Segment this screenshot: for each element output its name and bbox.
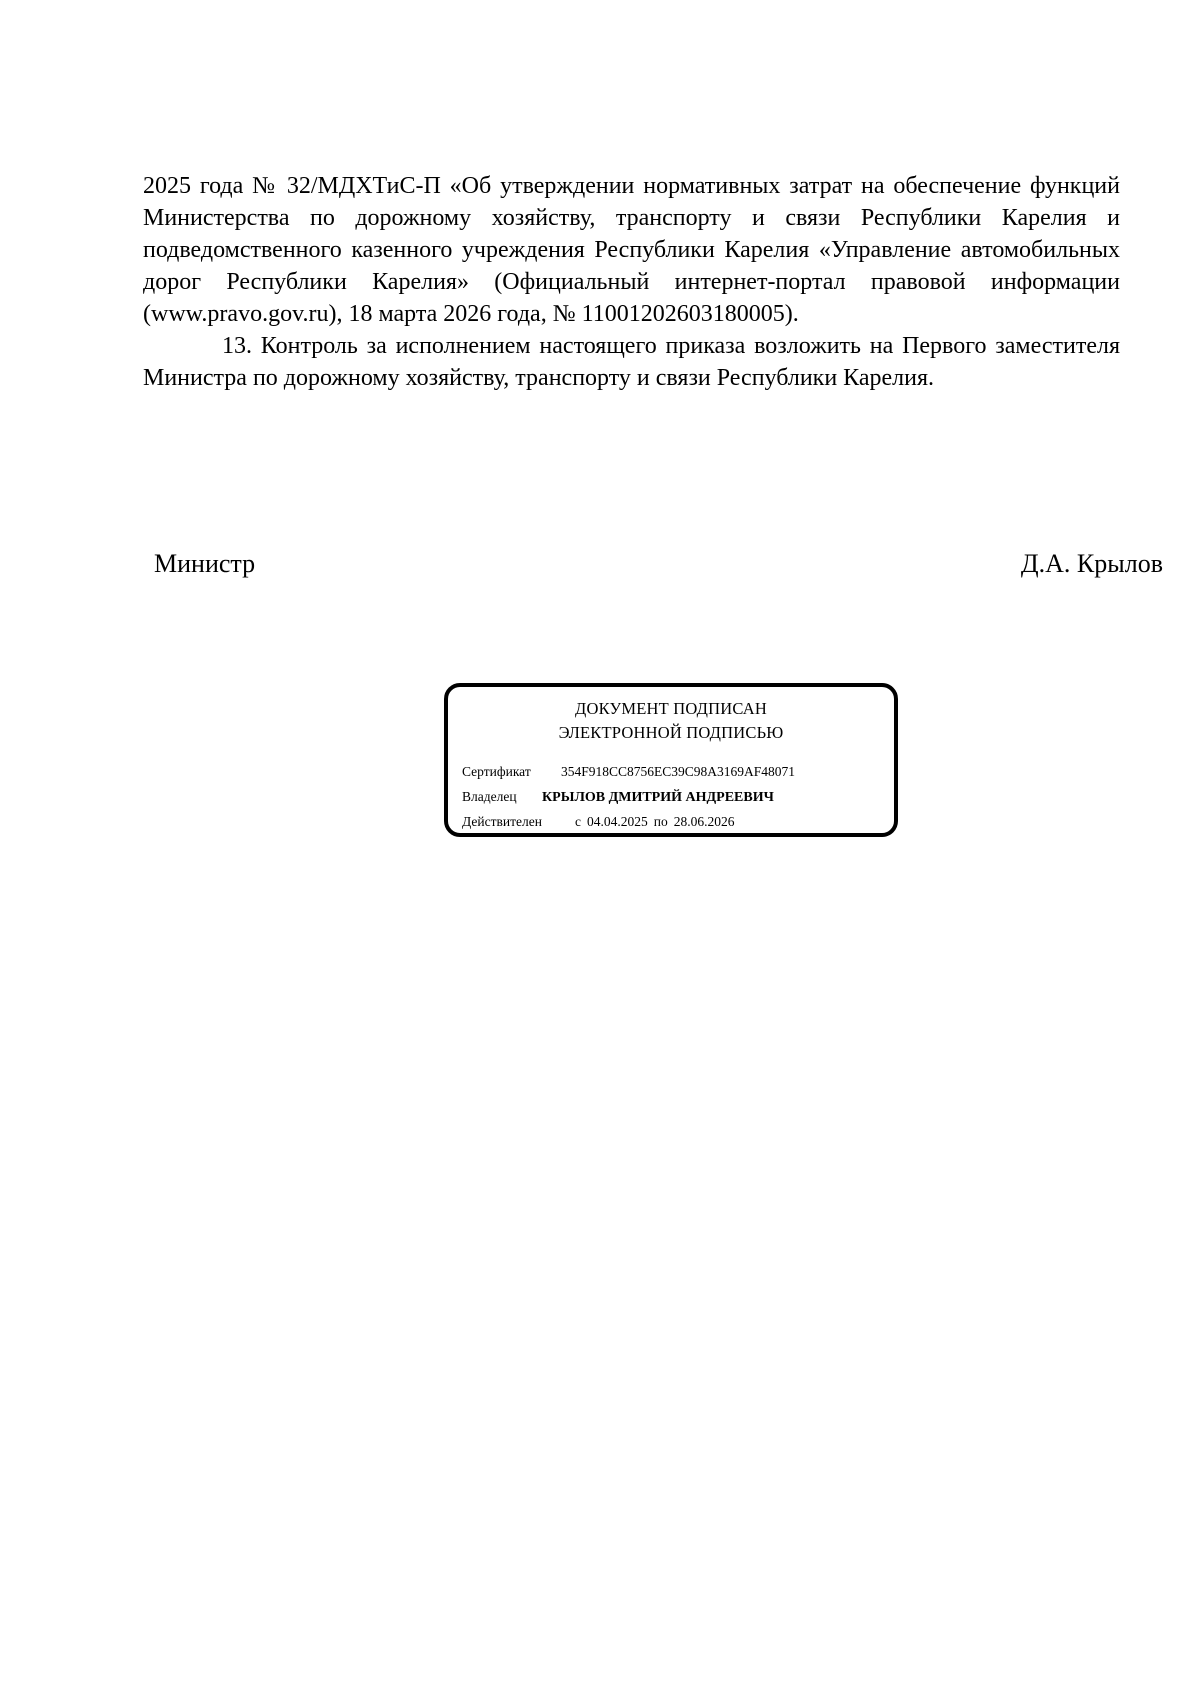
- certificate-value: 354F918CC8756EC39C98A3169AF48071: [561, 764, 796, 779]
- certificate-label: Сертификат: [462, 764, 531, 779]
- paragraph-item-13: 13. Контроль за исполнением настоящего приказа возложить на Первого заместителя Министра по дорожному хозяйству, транспорту и связи Республики Карелия.: [143, 333, 1120, 391]
- electronic-signature-stamp: [444, 683, 898, 837]
- signatory-position: Министр: [154, 549, 256, 578]
- owner-label: Владелец: [462, 789, 517, 804]
- stamp-title-line-2: ЭЛЕКТРОННОЙ ПОДПИСЬЮ: [558, 723, 784, 742]
- valid-from-prefix: с: [575, 814, 581, 829]
- signatory-name: Д.А. Крылов: [1020, 549, 1163, 578]
- valid-from-date: 04.04.2025: [587, 814, 648, 829]
- valid-to-date: 28.06.2026: [673, 814, 735, 829]
- document-body: [143, 170, 1120, 394]
- valid-to-prefix: по: [653, 814, 668, 829]
- stamp-title-line-1: ДОКУМЕНТ ПОДПИСАН: [575, 699, 767, 718]
- owner-value: КРЫЛОВ ДМИТРИЙ АНДРЕЕВИЧ: [542, 790, 774, 805]
- stamp-validity-row: [462, 813, 734, 831]
- paragraph-continuation: 2025 года № 32/МДХТиС-П «Об утверждении нормативных затрат на обеспечение функций Министерства по дорожному хозяйству, транспорту и связи Республики Карелия и подведомственного казенного учреждения Республики Карелия «Управление автомобильных дорог Республики Карелия» (Официальный интернет-портал правовой информации (www.pravo.gov.ru), 18 марта 2026 года, № 11001202603180005).: [143, 173, 1120, 327]
- stamp-owner-row: [462, 788, 774, 807]
- stamp-certificate-row: [462, 763, 795, 781]
- validity-label: Действителен: [462, 814, 542, 829]
